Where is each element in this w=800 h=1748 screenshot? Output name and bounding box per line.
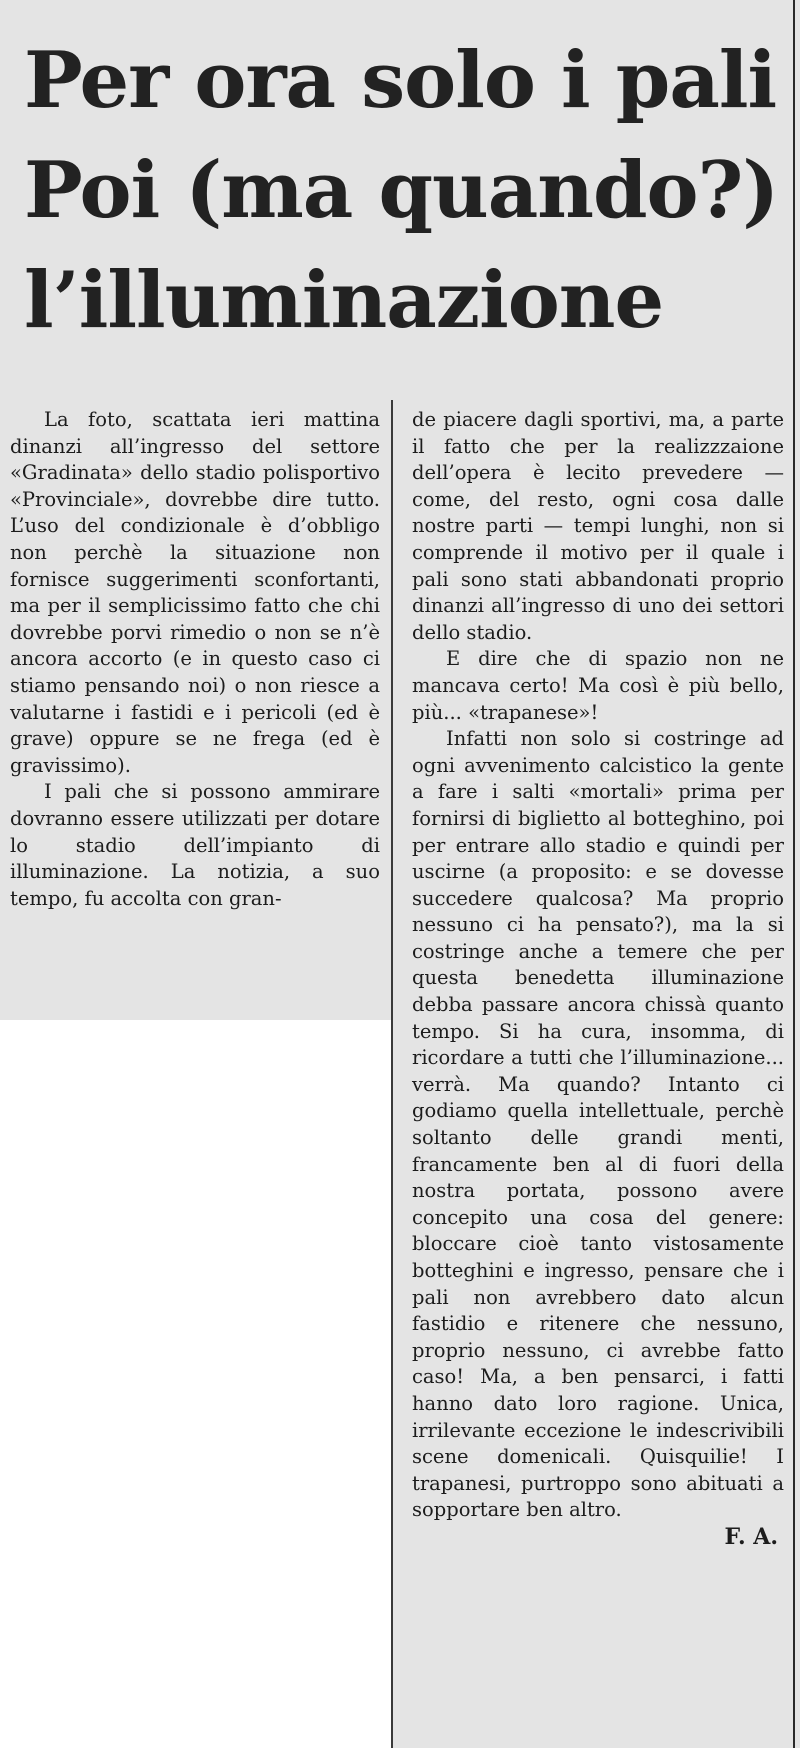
paragraph-2-continuation: de piacere dagli sportivi, ma, a parte il fatto che per la realizzzaione dell’opera è lecito prevedere — come, del resto, ogni cosa dalle nostre parti — tempi lunghi, non si comprende il motivo per il quale i pali sono stati abbandonati proprio dinanzi all’ingresso di uno dei settori dello stadio. (412, 408, 784, 644)
article-column-right (412, 407, 784, 1551)
paragraph-1: La foto, scattata ieri mattina dinanzi all’ingresso del settore «Gradinata» dello stadio polisportivo «Provinciale», dovrebbe dire tutto. L’uso del condizionale è d’obbligo non perchè la situazione non fornisce suggerimenti sconfortanti, ma per il semplicissimo fatto che chi dovrebbe porvi rimedio o non se n’è ancora accorto (e in questo caso ci stiamo pensando noi) o non riesce a valutarne i fastidi e i pericoli (ed è grave) oppure se ne frega (ed è gravissimo). (10, 408, 380, 777)
paragraph-4: Infatti non solo si costringe ad ogni avvenimento calcistico la gente a fare i salti «mortali» prima per fornirsi di biglietto al botteghino, poi per entrare allo stadio e quindi per uscirne (a proposito: e se dovesse succedere qualcosa? Ma proprio nessuno ci ha pensato?), ma la si costringe anche a temere che per questa benedetta illuminazione debba passare ancora chissà quanto tempo. Si ha cura, insomma, di ricordare a tutti che l’illuminazione... verrà. Ma quando? Intanto ci godiamo quella intellettuale, perchè soltanto delle grandi menti, francamente ben al di fuori della nostra portata, possono avere concepito una cosa del genere: bloccare cioè tanto vistosamente botteghini e ingresso, pensare che i pali non avrebbero dato alcun fastidio e ritenere che nessuno, proprio nessuno, ci avrebbe fatto caso! Ma, a ben pensarci, i fatti hanno dato loro ragione. Unica, irrilevante eccezione le indescrivibili scene domenicali. Quisquilie! I trapanesi, purtroppo sono abituati a sopportare ben altro. (412, 727, 784, 1522)
page-edge-rule (793, 0, 795, 1748)
headline-line-3: l’illuminazione (24, 255, 664, 346)
author-signature: F. A. (724, 1523, 778, 1550)
headline-line-2: Poi (ma quando?) (24, 145, 779, 236)
paragraph-2: I pali che si possono ammirare dovranno essere utilizzati per dotare lo stadio dell’impianto di illuminazione. La notizia, a suo tempo, fu accolta con gran- (10, 780, 380, 910)
headline-line-1: Per ora solo i pali (24, 35, 777, 126)
column-divider (391, 400, 393, 1748)
article-headline (24, 26, 784, 356)
article-column-left (10, 407, 380, 912)
paragraph-3: E dire che di spazio non ne mancava certo! Ma così è più bello, più... «trapanese»! (412, 647, 784, 724)
